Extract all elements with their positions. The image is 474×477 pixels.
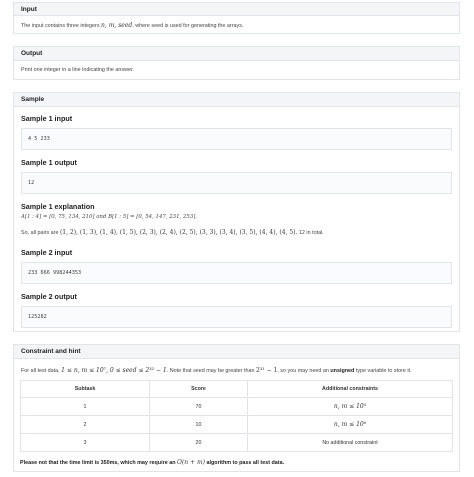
input-heading-text: Input [21,5,37,13]
constraints-heading-text: Constraint and hint [21,348,81,355]
table-cell-score: 70 [150,398,248,416]
table-header-subtask: Subtask [21,381,150,398]
time-limit-note-pre: Please not that the time limit is 350ms, which may require an [20,460,177,466]
table-header-score: Score [150,381,248,398]
sample2-output-box [21,306,452,328]
input-text-post: , where seed is used for generating the arrays. [132,23,244,29]
constraints-line-math2: 2³¹ − 1 [256,367,278,374]
constraints-line-post1: , so you may need an [277,368,331,374]
input-text-pre: The input contains three integers [21,23,102,29]
sample1-input-title: Sample 1 input [21,114,73,123]
time-limit-note-math: O(n + m) [176,459,205,466]
sample1-input-value: 4 5 233 [28,136,50,142]
table-cell-subtask: 3 [21,434,150,452]
explanation-arrays: A[1 : 4] = [0, 75, 134, 210] and B[1 : 5] = [0, 54, 147, 231, 253]. [21,214,198,220]
time-limit-note [20,459,284,466]
constraints-line-bold: unsigned [330,368,355,374]
table-cell-constraint: n, m ≤ 10⁶ [248,416,453,434]
sample1-input-box [21,128,452,150]
subtask-table [20,380,453,452]
sample-heading [14,93,459,107]
explanation-pairs-list: (1, 2), (1, 3), (1, 4), (1, 5), (2, 3), (2, 4), (2, 5), (3, 3), (3, 4), (3, 5), (4, 4), (4, 5). [59,229,298,236]
constraints-line-pre: For all test data, [21,368,62,374]
input-text-vars: n, m, seed [101,22,133,29]
time-limit-note-post: algorithm to pass all test data. [204,460,285,466]
input-panel [13,2,460,34]
table-cell-subtask: 2 [21,416,150,434]
sample2-output-value: 125282 [28,314,47,320]
table-cell-score: 20 [150,434,248,452]
constraints-line-post2: type variable to store it. [354,368,412,374]
constraints-heading [14,345,459,359]
table-cell-constraint: No additional constraint [248,434,453,452]
output-text: Print one integer in a line indicating the answer. [21,67,134,73]
table-header-row [21,381,453,398]
output-description [14,61,459,73]
sample2-input-value: 233 666 998244353 [28,270,82,276]
sample2-input-box [21,262,452,284]
explanation-pairs-post: 12 in total. [297,230,324,236]
output-heading-text: Output [21,50,43,57]
table-header-constraints: Additional constraints [248,381,453,398]
sample2-input-title: Sample 2 input [21,248,73,257]
constraints-line [21,367,412,374]
sample-heading-text: Sample [21,96,45,103]
constraints-line-math: 1 ≤ n, m ≤ 10⁷, 0 ≤ seed ≤ 2³² − 1 [61,367,167,374]
output-panel [13,46,460,80]
table-row [21,398,453,416]
table-cell-constraint: n, m ≤ 10⁵ [248,398,453,416]
sample1-explanation-title: Sample 1 explanation [21,202,95,211]
input-description [14,16,459,29]
input-heading [14,3,459,16]
sample2-output-title: Sample 2 output [21,292,77,301]
sample1-output-title: Sample 1 output [21,158,77,167]
constraints-line-mid: . Note that seed may be greater than [166,368,257,374]
explanation-pairs [21,229,324,236]
output-heading [14,47,459,61]
explanation-pairs-pre: So, all pairs are [21,230,60,236]
table-cell-subtask: 1 [21,398,150,416]
sample1-output-box [21,172,452,194]
sample-panel [13,92,460,332]
table-cell-score: 10 [150,416,248,434]
sample1-output-value: 12 [28,180,35,186]
table-row [21,434,453,452]
table-row [21,416,453,434]
